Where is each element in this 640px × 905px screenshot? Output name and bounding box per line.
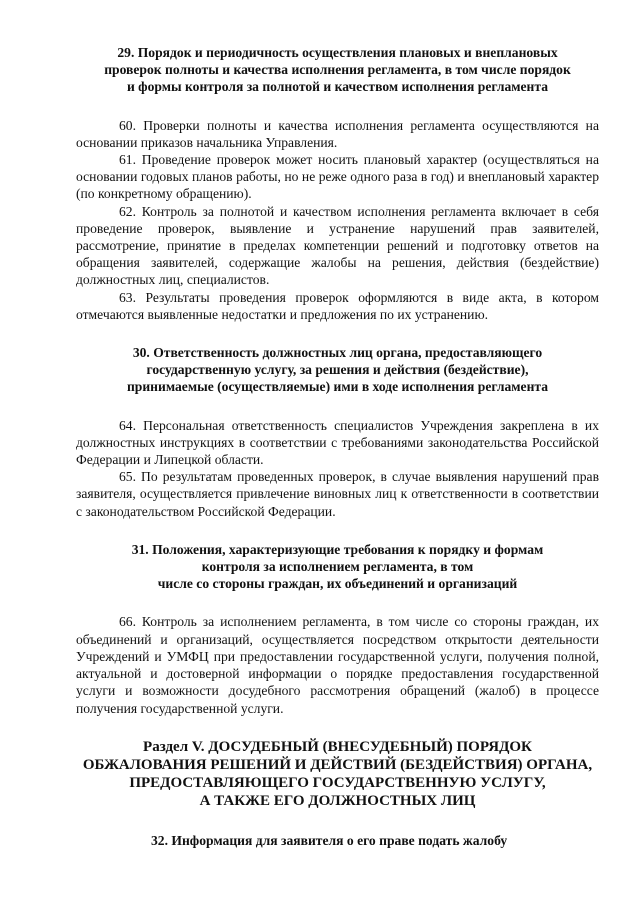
paragraph-62: 62. Контроль за полнотой и качеством исполнения регламента включает в себя проведение проверок, выявление и устранение нарушений прав заявителей, рассмотрение, принятие в пределах компетенции решений и подготовку ответов на обращения заявителей, содержащие жалобы на решения, действия (бездействие) должностных лиц, специалистов. <box>76 203 599 288</box>
paragraph-64: 64. Персональная ответственность специалистов Учреждения закреплена в их должностных инструкциях в соответствии с требованиями законодательства Российской Федерации и Липецкой области. <box>76 417 599 468</box>
paragraph-66: 66. Контроль за исполнением регламента, в том числе со стороны граждан, их объединений и организаций, осуществляется посредством открытости деятельности Учреждений и УМФЦ при предоставлении государственной услуги, получения полной, актуальной и достоверной информации о порядке предоставления государственной услуги и возможности досудебного рассмотрения обращений (жалоб) в процессе получения государственной услуги. <box>76 614 599 716</box>
heading-line: проверок полноты и качества исполнения регламента, в том числе порядок <box>104 62 571 78</box>
part-title-line: А ТАКЖЕ ЕГО ДОЛЖНОСТНЫХ ЛИЦ <box>199 793 476 810</box>
section-32-heading: 32. Информация для заявителя о его праве подать жалобу <box>151 832 508 848</box>
section-30-heading <box>76 344 599 396</box>
heading-line: 29. Порядок и периодичность осуществления плановых и внеплановых <box>117 45 558 60</box>
part-title-line: Раздел V. ДОСУДЕБНЫЙ (ВНЕСУДЕБНЫЙ) ПОРЯДОК <box>143 738 532 755</box>
heading-line: государственную услугу, за решения и действия (бездействие), <box>146 362 529 378</box>
section-31-heading <box>76 541 599 593</box>
paragraph-60: 60. Проверки полноты и качества исполнения регламента осуществляются на основании приказов начальника Управления. <box>76 117 599 150</box>
part-5-title <box>76 738 599 811</box>
heading-line: принимаемые (осуществляемые) ими в ходе исполнения регламента <box>126 379 549 395</box>
heading-line: 31. Положения, характеризующие требования к порядку и формам <box>131 541 544 557</box>
paragraph-63: 63. Результаты проведения проверок оформляются в виде акта, в котором отмечаются выявленные недостатки и предложения по их устранению. <box>76 289 599 322</box>
heading-line: и формы контроля за полнотой и качеством исполнения регламента <box>126 79 549 95</box>
paragraph-61: 61. Проведение проверок может носить плановый характер (осуществляться на основании годовых планов работы, но не реже одного раза в год) и внеплановый характер (по конкретному обращению). <box>76 152 599 202</box>
document-page <box>76 44 599 849</box>
part-title-line: ПРЕДОСТАВЛЯЮЩЕГО ГОСУДАРСТВЕННУЮ УСЛУГУ, <box>129 775 546 792</box>
part-title-line: ОБЖАЛОВАНИЯ РЕШЕНИЙ И ДЕЙСТВИЙ (БЕЗДЕЙСТВИЯ) ОРГАНА, <box>82 756 593 773</box>
heading-line: числе со стороны граждан, их объединений и организаций <box>157 576 518 592</box>
section-29-heading <box>76 44 599 96</box>
paragraph-65: 65. По результатам проведенных проверок, в случае выявления нарушений прав заявителя, осуществляется привлечение виновных лиц к ответственности в соответствии с законодательством Российской Федерации. <box>76 469 599 519</box>
heading-line: 30. Ответственность должностных лиц органа, предоставляющего <box>132 345 543 361</box>
heading-line: контроля за исполнением регламента, в том <box>201 559 474 575</box>
